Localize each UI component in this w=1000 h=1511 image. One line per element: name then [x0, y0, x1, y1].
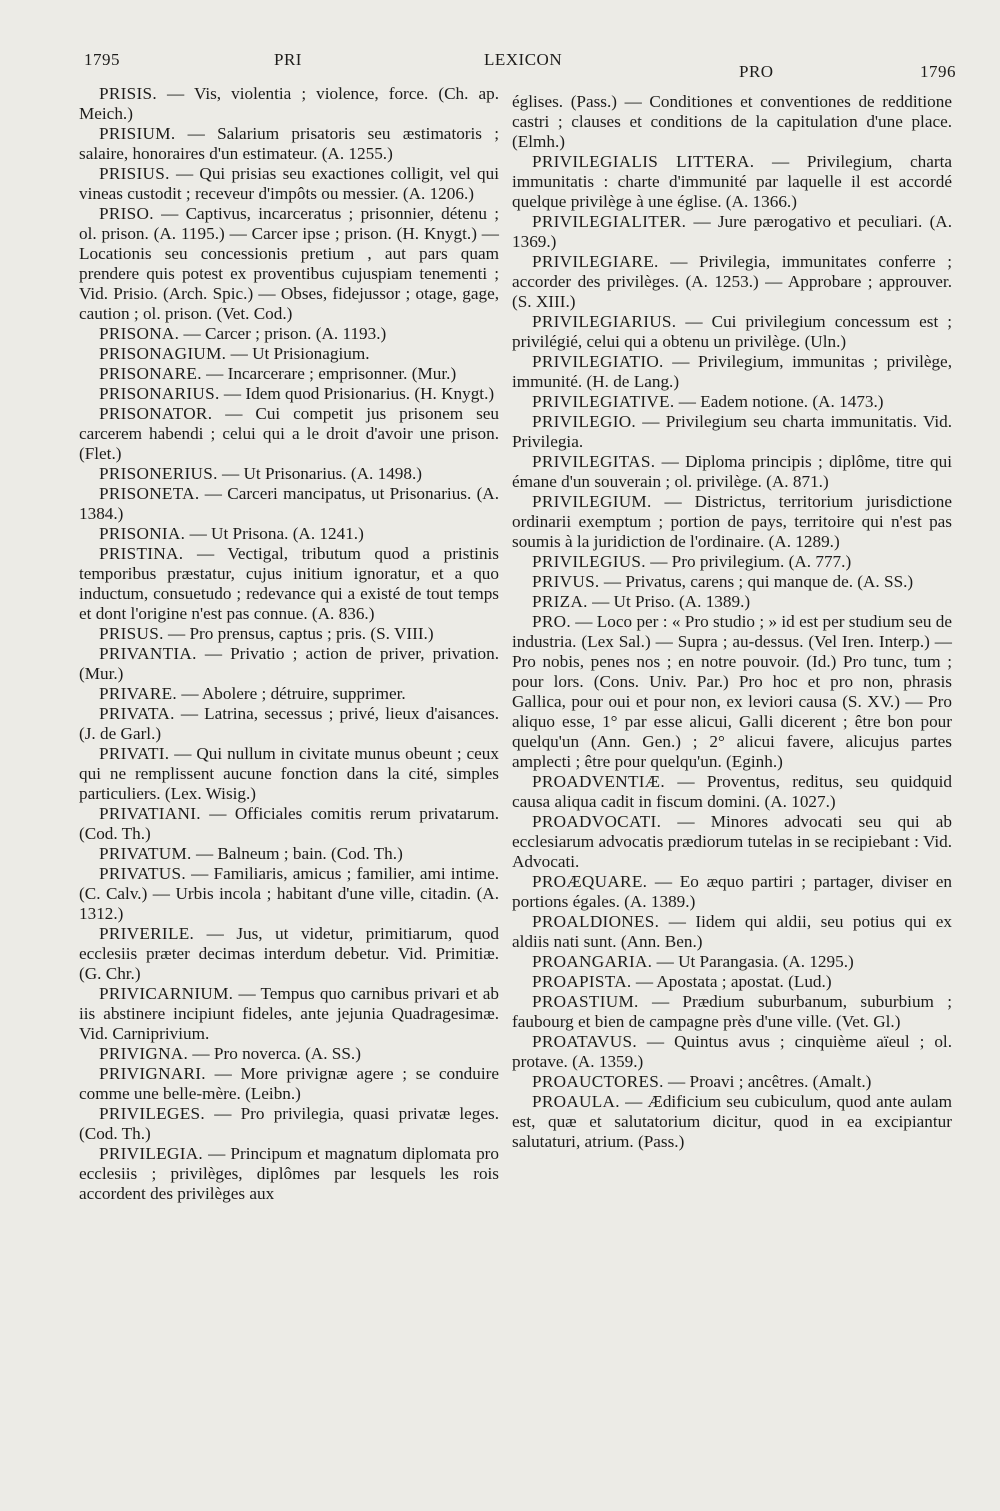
dictionary-entry: [512, 992, 952, 1032]
entry-definition: — Incarcerare ; emprisonner. (Mur.): [206, 364, 457, 383]
entry-headword: PRISIUS.: [99, 164, 170, 183]
dictionary-entry: [512, 552, 952, 572]
entry-definition: — Eadem notione. (A. 1473.): [678, 392, 884, 411]
entry-headword: PROADVENTIÆ.: [532, 772, 665, 791]
dictionary-entry: [512, 1092, 952, 1152]
entry-definition: — Diploma principis ; diplôme, titre qui émane d'un souverain ; ol. privilège. (A. 871.): [512, 452, 952, 491]
entry-definition: — Salarium prisatoris seu æstimatoris ; salaire, honoraires d'un estimateur. (A. 1255.): [79, 124, 500, 163]
dictionary-entry: [79, 744, 499, 804]
entry-headword: PRIVANTIA.: [99, 644, 197, 663]
left-page-number: 1795: [84, 50, 120, 69]
entry-headword: PRISIS.: [99, 84, 157, 103]
entry-definition: — Pro prensus, captus ; pris. (S. VIII.): [167, 624, 434, 643]
entry-headword: PRO.: [532, 612, 571, 631]
dictionary-entry: [512, 452, 952, 492]
entry-definition: — Ædificium seu cubiculum, quod ante aulam est, quæ et salutatorium dicitur, quod in ea excipiantur salutaturi, atrium. (Pass.): [512, 1092, 953, 1151]
entry-definition: — Tempus quo carnibus privari et ab iis abstinere incipiunt fideles, ante jejunia Quadragesimæ. Vid. Carniprivium.: [79, 984, 500, 1043]
entry-headword: PRIVILEGIO.: [532, 412, 637, 431]
entry-definition: — Minores advocati seu qui ab ecclesiarum advocatis prædiorum tutelas in se recipiebant : Vid. Advocati.: [512, 812, 952, 871]
dictionary-entry: [79, 864, 499, 924]
entry-headword: PRIVILEGIUS.: [532, 552, 646, 571]
entry-headword: PRIVUS.: [532, 572, 600, 591]
dictionary-entry: [79, 844, 499, 864]
entry-definition: — Iidem qui aldii, seu potius qui ex aldiis nati sunt. (Ann. Ben.): [512, 912, 953, 951]
entry-definition: — Officiales comitis rerum privatarum. (Cod. Th.): [79, 804, 499, 843]
dictionary-entry: [79, 644, 499, 684]
dictionary-entry: [512, 412, 952, 452]
entry-headword: PRISONARE.: [99, 364, 202, 383]
entry-headword: PRISONATOR.: [99, 404, 213, 423]
dictionary-entry: [512, 1072, 952, 1092]
left-guide-word: PRI: [274, 50, 302, 69]
entry-definition: — Captivus, incarceratus ; prisonnier, détenu ; ol. prison. (A. 1195.) — Carcer ipse ; prison. (H. Knygt.) — Locationis seu concessionis pretium , aut pars quam prendere quis potest ex proventibus cujuspiam tenementi ; Vid. Prisio. (Arch. Spic.) — Obses, fidejussor ; otage, gage, caution ; ol. prison. (Vet. Cod.): [79, 204, 500, 323]
entry-headword: PRIVILEGIUM.: [532, 492, 652, 511]
dictionary-entry: [79, 164, 499, 204]
entry-definition: — Privilegium seu charta immunitatis. Vid. Privilegia.: [512, 412, 953, 451]
right-column: [512, 92, 952, 1152]
entry-headword: PRIVILEGES.: [99, 1104, 205, 1123]
dictionary-entry: [79, 544, 499, 624]
dictionary-entry: [512, 912, 952, 952]
entry-definition: églises. (Pass.) — Conditiones et conventiones de redditione castri ; clauses et conditions de la capitulation d'une place. (Elmh.): [512, 92, 952, 151]
entry-headword: PRIVILEGIATIO.: [532, 352, 664, 371]
entry-headword: PRISUS.: [99, 624, 164, 643]
entry-definition: — More privignæ agere ; se conduire comme une belle-mère. (Leibn.): [79, 1064, 499, 1103]
entry-definition: — Jus, ut videtur, primitiarum, quod ecclesiis præter decimas interdum debetur. Vid. Primitiæ. (G. Chr.): [79, 924, 499, 983]
entry-definition: — Cui privilegium concessum est ; privilégié, celui qui a obtenu un privilège. (Uln.): [512, 312, 953, 351]
entry-headword: PRIVILEGIARIUS.: [532, 312, 677, 331]
right-guide-word: PRO: [739, 62, 774, 81]
entry-headword: PRISO.: [99, 204, 154, 223]
entry-headword: PRISONARIUS.: [99, 384, 220, 403]
dictionary-entry: [79, 484, 499, 524]
entry-definition: — Privatio ; action de priver, privation. (Mur.): [79, 644, 500, 683]
dictionary-entry: [512, 152, 952, 212]
entry-headword: PROANGARIA.: [532, 952, 653, 971]
entry-headword: PRIVATUM.: [99, 844, 192, 863]
entry-headword: PRIVILEGIALITER.: [532, 212, 687, 231]
entry-definition: — Vectigal, tributum quod a pristinis temporibus præstatur, cujus initium ignoratur, et a quo inductum, consuetudo ; redevance qui a existé de tout temps et dont l'origine n'est pas connue. (A. 836.): [79, 544, 499, 623]
entry-definition: — Privilegium, immunitas ; privilège, immunité. (H. de Lang.): [512, 352, 952, 391]
entry-definition: — Balneum ; bain. (Cod. Th.): [195, 844, 403, 863]
entry-headword: PRIVERILE.: [99, 924, 195, 943]
entry-headword: PRIVILEGIATIVE.: [532, 392, 675, 411]
entry-definition: — Apostata ; apostat. (Lud.): [635, 972, 832, 991]
entry-definition: — Ut Prisona. (A. 1241.): [189, 524, 364, 543]
entry-definition: — Pro noverca. (A. SS.): [192, 1044, 361, 1063]
dictionary-entry: [79, 984, 499, 1044]
dictionary-entry: [512, 92, 952, 152]
entry-headword: PRIVILEGIALIS LITTERA.: [532, 152, 755, 171]
entry-definition: — Privilegium, charta immunitatis : charte d'immunité par laquelle il est accordé quelque privilège à une église. (A. 1366.): [512, 152, 953, 211]
entry-definition: — Qui prisias seu exactiones colligit, vel qui vineas custodit ; receveur d'impôts ou messier. (A. 1206.): [79, 164, 499, 203]
entry-definition: — Pro privilegia, quasi privatæ leges. (Cod. Th.): [79, 1104, 500, 1143]
entry-headword: PRIVARE.: [99, 684, 178, 703]
entry-headword: PRIVILEGIARE.: [532, 252, 659, 271]
entry-definition: — Eo æquo partiri ; partager, diviser en portions égales. (A. 1389.): [512, 872, 953, 911]
entry-headword: PRISONIA.: [99, 524, 186, 543]
entry-definition: — Proavi ; ancêtres. (Amalt.): [668, 1072, 872, 1091]
entry-headword: PROASTIUM.: [532, 992, 639, 1011]
dictionary-entry: [512, 1032, 952, 1072]
dictionary-entry: [512, 352, 952, 392]
entry-headword: PRIVATI.: [99, 744, 170, 763]
entry-definition: — Ut Priso. (A. 1389.): [592, 592, 751, 611]
entry-definition: — Pro privilegium. (A. 777.): [650, 552, 852, 571]
entry-headword: PRISONAGIUM.: [99, 344, 227, 363]
entry-definition: — Idem quod Prisionarius. (H. Knygt.): [223, 384, 495, 403]
entry-definition: — Cui competit jus prisonem seu carcerem habendi ; celui qui a le droit d'avoir une prison. (Flet.): [79, 404, 499, 463]
entry-definition: — Ut Parangasia. (A. 1295.): [656, 952, 854, 971]
entry-headword: PROADVOCATI.: [532, 812, 662, 831]
entry-definition: — Latrina, secessus ; privé, lieux d'aisances. (J. de Garl.): [79, 704, 499, 743]
entry-definition: — Loco per : « Pro studio ; » id est per studium seu de industria. (Lex Sal.) — Supra ; au-dessus. (Vel Iren. Interp.) — Pro nobis, penes nos ; en notre pouvoir. (Id.) Pro tunc, tum ; pour lors. (Cons. Univ. Par.) Pro hoc et pro non, phrasis Gallica, pour oui et pour non, ex leviori causa (S. XV.) — Pro aliquo esse, 1° par esse alicui, Galli dicerent ; être bon pour quelqu'un (Ann. Gen.) ; 2° alicui favere, alicujus partes amplecti ; être pour quelqu'un. (Eginh.): [512, 612, 953, 771]
dictionary-entry: [79, 804, 499, 844]
entry-headword: PRISIUM.: [99, 124, 176, 143]
entry-headword: PRIVILEGIA.: [99, 1144, 204, 1163]
dictionary-entry: [79, 624, 499, 644]
entry-headword: PROAPISTA.: [532, 972, 632, 991]
entry-definition: — Familiaris, amicus ; familier, ami intime. (C. Calv.) — Urbis incola ; habitant d'une ville, citadin. (A. 1312.): [79, 864, 500, 923]
dictionary-entry: [79, 344, 499, 364]
left-column: [79, 84, 499, 1204]
entry-headword: PRIVICARNIUM.: [99, 984, 234, 1003]
dictionary-entry: [79, 364, 499, 384]
dictionary-entry: [512, 392, 952, 412]
entry-definition: — Privatus, carens ; qui manque de. (A. SS.): [603, 572, 914, 591]
dictionary-entry: [79, 1044, 499, 1064]
entry-headword: PRISONA.: [99, 324, 180, 343]
entry-headword: PRIZA.: [532, 592, 588, 611]
dictionary-entry: [79, 1144, 499, 1204]
entry-headword: PRISTINA.: [99, 544, 184, 563]
right-page-number: 1796: [920, 62, 956, 81]
entry-headword: PROATAVUS.: [532, 1032, 637, 1051]
running-header: [84, 50, 956, 81]
entry-headword: PRISONETA.: [99, 484, 200, 503]
dictionary-entry: [512, 572, 952, 592]
entry-definition: — Ut Prisonarius. (A. 1498.): [221, 464, 423, 483]
entry-definition: — Abolere ; détruire, supprimer.: [181, 684, 406, 703]
dictionary-entry: [79, 384, 499, 404]
entry-headword: PRIVIGNA.: [99, 1044, 189, 1063]
entry-definition: — Carceri mancipatus, ut Prisonarius. (A. 1384.): [79, 484, 499, 523]
dictionary-entry: [79, 924, 499, 984]
dictionary-entry: [512, 972, 952, 992]
entry-definition: — Privilegia, immunitates conferre ; accorder des privilèges. (A. 1253.) — Approbare ; approuver. (S. XIII.): [512, 252, 952, 311]
dictionary-entry: [512, 812, 952, 872]
entry-definition: — Prædium suburbanum, suburbium ; faubourg et bien de campagne près d'une ville. (Vet. Gl.): [512, 992, 952, 1031]
dictionary-entry: [512, 312, 952, 352]
entry-definition: — Ut Prisionagium.: [230, 344, 370, 363]
dictionary-entry: [79, 324, 499, 344]
entry-headword: PRIVIGNARI.: [99, 1064, 206, 1083]
entry-headword: PROAULA.: [532, 1092, 620, 1111]
dictionary-entry: [512, 212, 952, 252]
dictionary-entry: [79, 684, 499, 704]
dictionary-entry: [79, 404, 499, 464]
dictionary-entry: [79, 464, 499, 484]
entry-definition: — Districtus, territorium jurisdictione ordinarii exemptum ; portion de pays, territoire qui n'est pas soumis à la juridiction de l'ordinaire. (A. 1289.): [512, 492, 952, 551]
entry-headword: PROALDIONES.: [532, 912, 660, 931]
entry-headword: PRIVATIANI.: [99, 804, 201, 823]
dictionary-entry: [79, 1104, 499, 1144]
entry-definition: — Vis, violentia ; violence, force. (Ch. ap. Meich.): [79, 84, 499, 123]
dictionary-entry: [512, 772, 952, 812]
dictionary-entry: [512, 872, 952, 912]
entry-definition: — Principum et magnatum diplomata pro ecclesiis ; privilèges, diplômes par lesquels les rois accordent des privilèges aux: [79, 1144, 499, 1203]
lexicon-title: LEXICON: [484, 50, 563, 69]
dictionary-entry: [79, 1064, 499, 1104]
dictionary-entry: [512, 592, 952, 612]
entry-headword: PROAUCTORES.: [532, 1072, 664, 1091]
entry-definition: — Proventus, reditus, seu quidquid causa aliqua cadit in fiscum domini. (A. 1027.): [512, 772, 953, 811]
dictionary-entry: [79, 84, 499, 124]
dictionary-entry: [79, 124, 499, 164]
dictionary-entry: [79, 204, 499, 324]
entry-headword: PRIVATA.: [99, 704, 175, 723]
entry-definition: — Quintus avus ; cinquième aïeul ; ol. protave. (A. 1359.): [512, 1032, 952, 1071]
entry-headword: PROÆQUARE.: [532, 872, 648, 891]
entry-definition: — Qui nullum in civitate munus obeunt ; ceux qui ne remplissent aucune fonction dans la cité, simples particuliers. (Lex. Wisig.): [79, 744, 499, 803]
dictionary-entry: [512, 252, 952, 312]
entry-headword: PRIVATUS.: [99, 864, 186, 883]
dictionary-entry: [512, 492, 952, 552]
dictionary-entry: [79, 524, 499, 544]
entry-definition: — Carcer ; prison. (A. 1193.): [183, 324, 387, 343]
dictionary-entry: [512, 612, 952, 772]
dictionary-entry: [79, 704, 499, 744]
entry-headword: PRIVILEGITAS.: [532, 452, 656, 471]
entry-definition: — Jure pærogativo et peculiari. (A. 1369.): [512, 212, 952, 251]
dictionary-entry: [512, 952, 952, 972]
entry-headword: PRISONERIUS.: [99, 464, 218, 483]
